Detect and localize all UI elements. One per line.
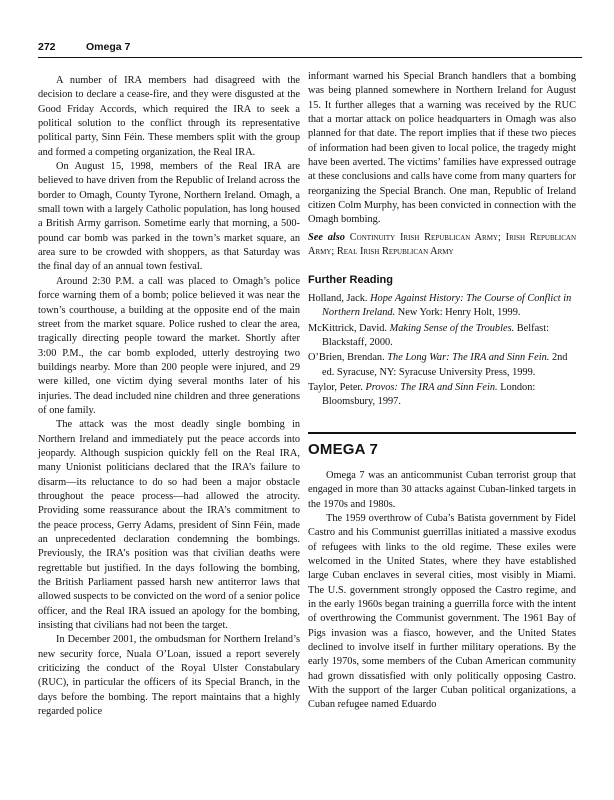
reference-item: Holland, Jack. Hope Against History: The Course of Conflict in Northern Ireland. New York: Henry Holt, 1999. [308, 292, 572, 319]
running-title: Omega 7 [86, 41, 131, 53]
entry-heading: OMEGA 7 [308, 440, 379, 458]
see-also [308, 231, 576, 260]
page-number: 272 [38, 41, 56, 53]
further-reading-heading: Further Reading [308, 274, 393, 287]
body-paragraph: Omega 7 was an anticommunist Cuban terrorist group that engaged in more than 30 attacks against Cuban-linked targets in the 1970s and 1980s. [308, 469, 576, 510]
body-paragraph: The attack was the most deadly single bombing in Northern Ireland and immediately put the peace accords into jeopardy. Although suspicion quickly fell on the Real IRA, many Unionist politicians declared that the IRA’s failure to disarm—its reluctance to do so had been a major obstacle throughout the peace process—had allowed the atrocity. Providing some reassurance about the IRA’s commitment to the peace process, Gerry Adams, president of Sinn Féin, made an unprecedented declaration condemning the bombings. Previously, the IRA’s position was that civilian deaths were regrettable but justified. In the days following the bombing, the British Parliament passed harsh new antiterror laws that allowed suspects to be convicted on the word of a senior police officer, and the Real IRA issued an apology for the bombing, insisting that civilians had not been the target. [38, 419, 300, 632]
body-paragraph: In December 2001, the ombudsman for Northern Ireland’s new security force, Nuala O’Loan, issued a report severely criticizing the conduct of the Royal Ulster Constabulary (RUC), in particular the officers of its Special Branch, in the days before the bombing. The report maintains that a highly regarded police [38, 634, 300, 718]
see-also-links: Continuity Irish Republican Army; Irish Republican Army; Real Irish Republican Army [308, 231, 577, 258]
see-also-label: See also [308, 231, 345, 243]
continued-paragraph: informant warned his Special Branch handlers that a bombing was being planned somewhere in Northern Ireland for August 15. It further alleges that a warning was received by the RUC that a mortar attack on police headquarters in Omagh was also planned for that date. The report implies that if these two pieces of information had been given to local police, the tragedy might have been averted. The victims’ families have expressed outrage at these conclusions and calls have come from many quarters for reorganizing the Special Branch. One man, Republic of Ireland citizen Colm Murphy, has been convicted in connection with the Omagh bombing. [308, 71, 576, 226]
body-paragraph: A number of IRA members had disagreed with the decision to declare a cease-fire, and they were disgusted at the Good Friday Accords, which required the IRA to seek a political solution to the conflict through its representative political party, Sinn Féin. These members split with the group and formed a competing organization, the Real IRA. [38, 75, 300, 158]
reference-item: McKittrick, David. Making Sense of the Troubles. Belfast: Blackstaff, 2000. [308, 322, 549, 348]
reference-item: Taylor, Peter. Provos: The IRA and Sinn Fein. London: Bloomsbury, 1997. [308, 381, 536, 408]
left-column [38, 74, 300, 719]
entry-divider [308, 432, 576, 434]
reference-list [308, 292, 576, 410]
body-paragraph: Around 2:30 P.M. a call was placed to Omagh’s police force warning them of a bomb; police believed it was near the town’s courthouse, a building at the opposite end of the main street from the market square. Police rushed to clear the area, tragically directing people toward the market. Shortly after 3:00 P.M., the car bomb exploded, utterly destroying two buildings nearby. More than 200 people were injured, and 29 were killed, one victim dying several months later of his injuries. The dead included nine children and three generations of one family. [38, 275, 300, 416]
body-paragraph: On August 15, 1998, members of the Real IRA are believed to have driven from the Republic of Ireland across the border to Omagh, County Tyrone, Northern Ireland. Omagh, a small town with a largely Catholic population, has long housed a British Army garrison. Sometime early that morning, a 500-pound car bomb was parked in the town’s market square, an area sure to be crowded with shoppers, as that Saturday was the final day of an annual town festival. [38, 161, 300, 273]
reference-item: O’Brien, Brendan. The Long War: The IRA and Sinn Fein. 2nd ed. Syracuse, NY: Syracuse University Press, 1999. [308, 352, 568, 378]
right-column [308, 70, 576, 713]
running-head [38, 40, 582, 58]
body-paragraph: The 1959 overthrow of Cuba’s Batista government by Fidel Castro and his Communist guerrillas initiated a massive exodus of refugees with links to the old regime. These exiles were welcomed in the United States, where they have established large Cuban enclaves in several cities, most visibly in Miami. The U.S. government strongly opposed the Castro regime, and in the early 1960s began training a guerrilla force with the intent of overthrowing the Communist government. The 1961 Bay of Pigs invasion was a fiasco, however, and the United States declined to involve itself in further military operations. By the early 1970s, some members of the Cuban American community had grown dissatisfied with only politically opposing Castro. With the support of the larger Cuban political organizations, a Cuban refugee named Eduardo [308, 512, 576, 711]
